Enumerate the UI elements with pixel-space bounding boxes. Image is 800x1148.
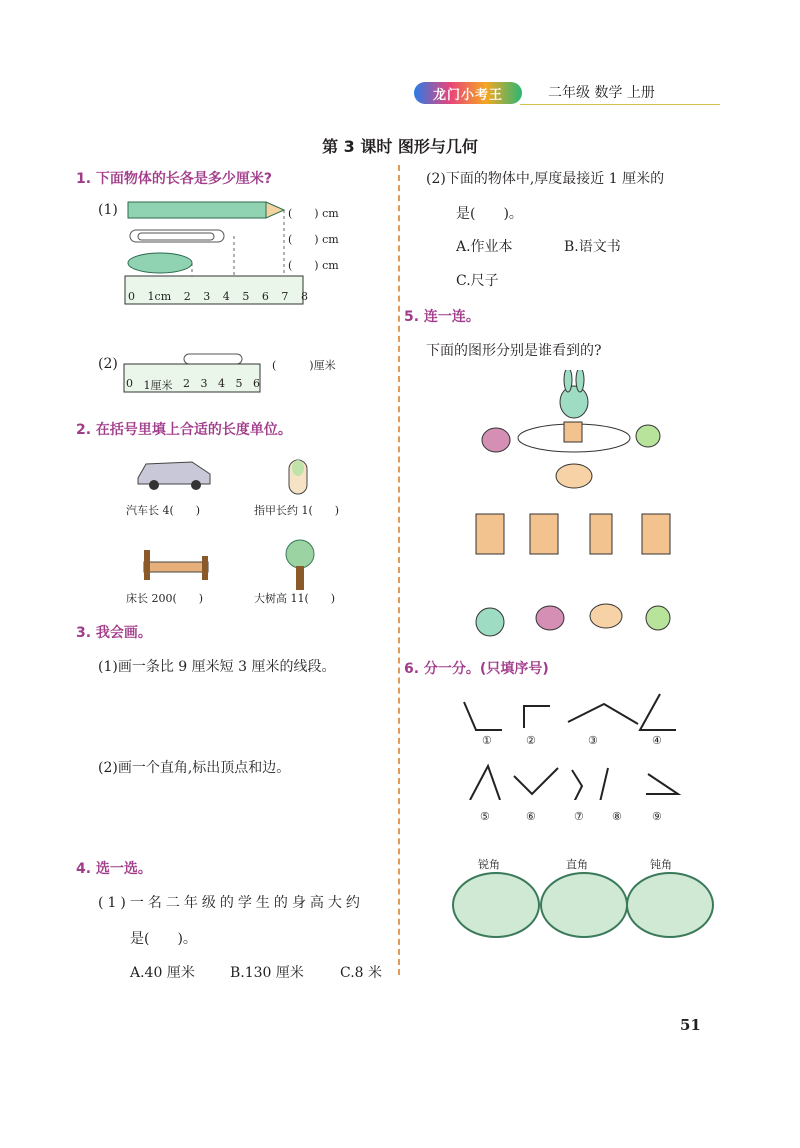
page-number: 51 [680,1016,701,1034]
angle-label-3: ③ [588,734,598,747]
q1-answer-blank-1[interactable]: ( ) cm [288,207,339,220]
angle-label-5: ⑤ [480,810,490,823]
ruler2-tick-labels: 0 1厘米 2 3 4 5 6 [126,377,260,392]
q4-part1-text: (1)一名二年级的学生的身高大约 [98,895,364,911]
angle-label-7: ⑦ [574,810,584,823]
bed-picture [140,540,212,584]
q5-cup-views [470,510,680,560]
group-label-right: 直角 [566,858,588,871]
q4-part2-option-a[interactable]: A.作业本 [456,239,513,255]
tree-picture [280,538,320,592]
q4-option-a[interactable]: A.40 厘米 [130,965,195,981]
q5-prompt: 下面的图形分别是谁看到的? [426,343,602,359]
q1-part2-label: (2) [98,356,118,372]
lesson-title: 第 3 课时 图形与几何 [322,137,478,156]
q3-part2: (2)画一个直角,标出顶点和边。 [98,760,291,776]
q2-item-car[interactable]: 汽车长 4( ) [126,504,201,517]
car-picture [134,452,214,492]
q5-scene-figure [470,370,670,500]
obtuse-answer-oval[interactable] [626,872,714,938]
column-divider [398,165,400,975]
q1-heading: 1. 下面物体的长各是多少厘米? [76,171,273,187]
angle-label-9: ⑨ [652,810,662,823]
header-subtitle: 二年级 数学 上册 [548,85,655,101]
q5-viewers-row [470,594,680,640]
angle-label-1: ① [482,734,492,747]
q4-heading: 4. 选一选。 [76,861,152,877]
header-rule [520,104,720,105]
angle-label-6: ⑥ [526,810,536,823]
q3-heading: 3. 我会画。 [76,625,152,641]
q4-part2-option-c[interactable]: C.尺子 [456,273,499,289]
q1-answer-blank-2[interactable]: ( ) cm [288,233,339,246]
angle-label-8: ⑧ [612,810,622,823]
q4-part2-option-b[interactable]: B.语文书 [564,239,621,255]
group-label-acute: 锐角 [478,858,500,871]
q4-option-c[interactable]: C.8 米 [340,965,383,981]
q4-option-b[interactable]: B.130 厘米 [230,965,304,981]
q1-answer-blank-3[interactable]: ( ) cm [288,259,339,272]
q4-part1-blank[interactable]: 是( )。 [130,931,197,947]
q5-heading: 5. 连一连。 [404,309,480,325]
angle-label-2: ② [526,734,536,747]
series-logo: 龙门小考王 [414,82,522,104]
fingernail-picture [286,458,310,498]
q1-part2-answer-blank[interactable]: ( )厘米 [272,359,336,372]
q2-item-bed[interactable]: 床长 200( ) [126,592,204,605]
ruler1-tick-labels: 0 1cm 2 3 4 5 6 7 8 [128,290,308,303]
q1-part1-label: (1) [98,202,118,218]
q4-part2-text: (2)下面的物体中,厚度最接近 1 厘米的 [426,171,665,187]
group-label-obtuse: 钝角 [650,858,672,871]
q6-heading: 6. 分一分。(只填序号) [404,661,549,677]
q2-heading: 2. 在括号里填上合适的长度单位。 [76,422,292,438]
q2-item-tree[interactable]: 大树高 11( ) [254,592,336,605]
angle-label-4: ④ [652,734,662,747]
q4-part2-blank[interactable]: 是( )。 [456,206,523,222]
q2-item-fingernail[interactable]: 指甲长约 1( ) [254,504,340,517]
right-answer-oval[interactable] [540,872,628,938]
acute-answer-oval[interactable] [452,872,540,938]
q3-part1: (1)画一条比 9 厘米短 3 厘米的线段。 [98,659,336,675]
